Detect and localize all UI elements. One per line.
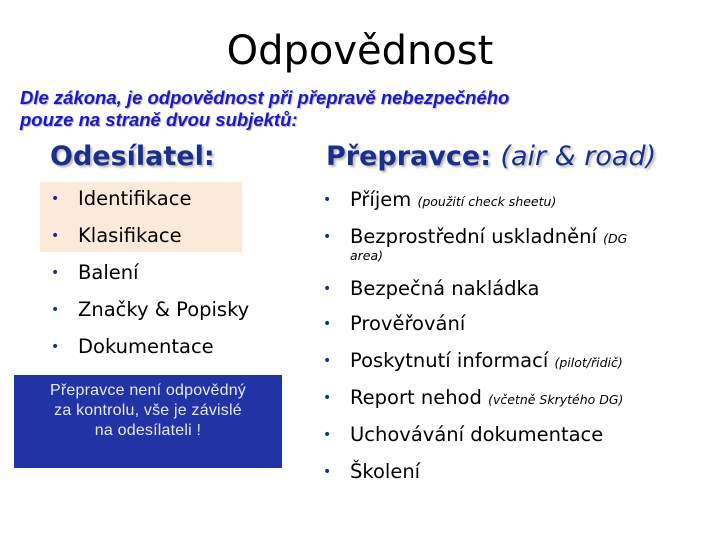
list-item-label: Klasifikace <box>78 224 182 247</box>
list-item <box>51 187 249 224</box>
list-item-label: Balení <box>78 261 139 284</box>
bullet-icon: • <box>323 281 332 297</box>
list-item-note: (pilot/řidič) <box>554 355 623 370</box>
list-item-label: Uchovávání dokumentace <box>350 423 604 446</box>
bullet-icon: • <box>51 265 60 281</box>
subtitle-line-2: pouze na straně dvou subjektů: <box>20 109 298 130</box>
list-item <box>323 188 627 225</box>
list-item-note-cont: area) <box>350 248 384 263</box>
note-line-3: na odesílateli ! <box>94 422 202 439</box>
list-item <box>323 349 627 386</box>
list-item-label: Dokumentace <box>78 335 214 358</box>
carrier-heading-main: Přepravce: <box>326 141 491 172</box>
list-item <box>323 277 627 312</box>
list-item-label: Bezprostřední uskladnění <box>350 225 597 248</box>
list-item-note: (použití check sheetu) <box>417 194 557 209</box>
list-item <box>51 224 249 261</box>
bullet-icon: • <box>323 427 332 443</box>
slide-subtitle <box>20 87 710 131</box>
bullet-icon: • <box>51 339 60 355</box>
list-item <box>51 261 249 298</box>
bullet-icon: • <box>51 228 60 244</box>
shipper-heading: Odesílatel: <box>50 141 215 172</box>
note-line-1: Přepravce není odpovědný <box>49 382 247 399</box>
list-item <box>51 298 250 335</box>
list-item-label: Prověřování <box>350 312 466 335</box>
bullet-icon: • <box>323 192 332 208</box>
slide-title: Odpovědnost <box>226 28 494 74</box>
bullet-icon: • <box>323 464 332 480</box>
shipper-note-box <box>14 375 282 468</box>
carrier-list <box>323 188 628 490</box>
list-item-label: Příjem <box>350 188 412 211</box>
list-item <box>323 460 627 490</box>
list-item-note: (včetně Skrytého DG) <box>488 392 624 407</box>
list-item-label: Značky & Popisky <box>78 298 250 321</box>
carrier-heading-sub: (air & road) <box>500 141 657 172</box>
subtitle-line-1: Dle zákona, je odpovědnost při přepravě nebezpečného <box>20 87 510 108</box>
list-item <box>323 225 628 277</box>
list-item-label: Bezpečná nakládka <box>350 277 540 300</box>
carrier-heading <box>326 140 656 174</box>
bullet-icon: • <box>51 302 60 318</box>
bullet-icon: • <box>323 390 332 406</box>
list-item <box>323 312 627 349</box>
list-item-label: Školení <box>350 460 421 483</box>
list-item <box>323 386 627 423</box>
list-item <box>51 335 249 372</box>
bullet-icon: • <box>323 316 332 332</box>
bullet-icon: • <box>51 191 60 207</box>
list-item-label: Poskytnutí informací <box>350 349 549 372</box>
list-item-label: Report nehod <box>350 386 482 409</box>
bullet-icon: • <box>323 229 332 245</box>
note-line-2: za kontrolu, vše je závislé <box>54 402 242 419</box>
bullet-icon: • <box>323 353 332 369</box>
list-item-label: Identifikace <box>78 187 192 210</box>
shipper-list <box>51 187 250 372</box>
list-item-note: (DG <box>603 231 628 246</box>
list-item <box>323 423 627 460</box>
